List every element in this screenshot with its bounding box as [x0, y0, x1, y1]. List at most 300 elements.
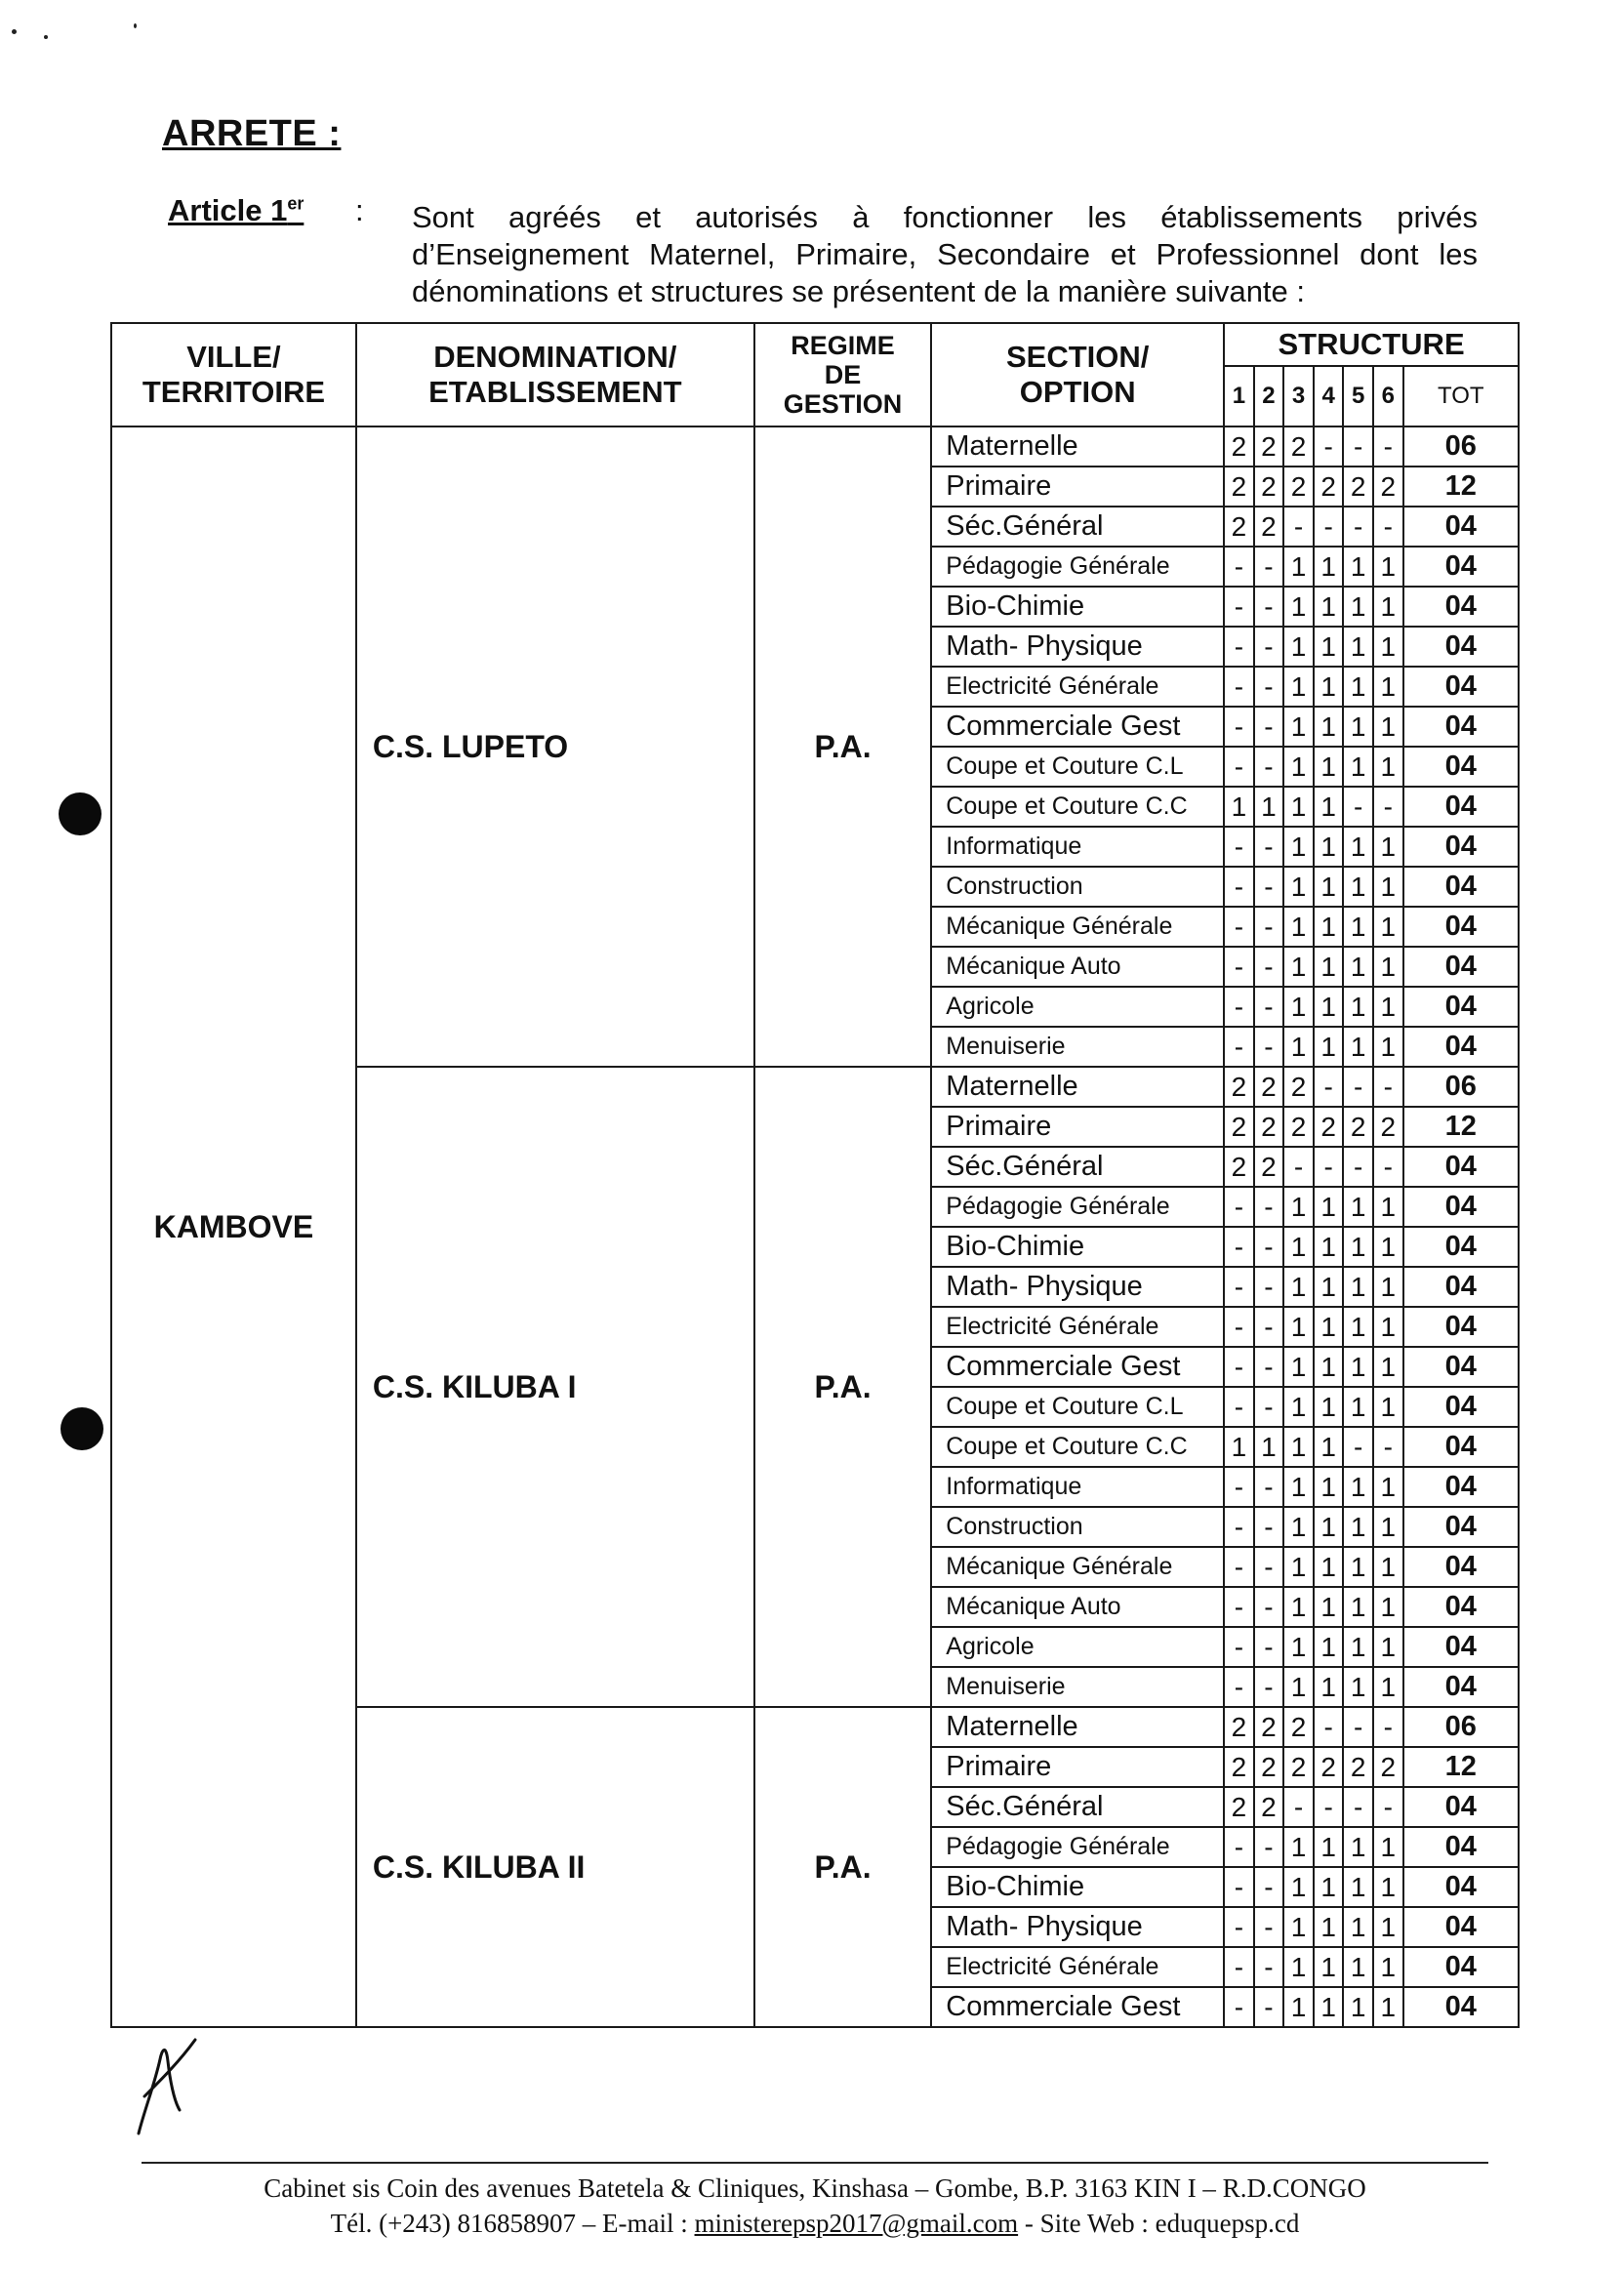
- total-count: 04: [1403, 707, 1519, 747]
- level-5-count: -: [1343, 1067, 1373, 1107]
- header-level-4: 4: [1314, 366, 1344, 426]
- level-2-count: -: [1254, 1947, 1284, 1987]
- total-count: 04: [1403, 1547, 1519, 1587]
- section-option: Mécanique Générale: [931, 1547, 1224, 1587]
- level-1-count: -: [1224, 707, 1254, 747]
- level-4-count: -: [1314, 1147, 1344, 1187]
- level-3-count: -: [1283, 1787, 1314, 1827]
- section-option: Pédagogie Générale: [931, 1827, 1224, 1867]
- level-3-count: 1: [1283, 907, 1314, 947]
- level-1-count: -: [1224, 1587, 1254, 1627]
- section-option: Coupe et Couture C.L: [931, 747, 1224, 787]
- level-1-count: -: [1224, 1867, 1254, 1907]
- header-denomination-line1: DENOMINATION/: [433, 340, 677, 374]
- level-2-count: 2: [1254, 1067, 1284, 1107]
- section-option: Coupe et Couture C.C: [931, 787, 1224, 827]
- level-5-count: 1: [1343, 1507, 1373, 1547]
- header-ville: [111, 323, 356, 426]
- header-section: [931, 323, 1224, 426]
- level-3-count: 1: [1283, 1667, 1314, 1707]
- level-4-count: 1: [1314, 1227, 1344, 1267]
- level-4-count: 1: [1314, 1267, 1344, 1307]
- total-count: 04: [1403, 1587, 1519, 1627]
- level-4-count: 1: [1314, 1987, 1344, 2027]
- level-3-count: 1: [1283, 987, 1314, 1027]
- level-2-count: -: [1254, 1027, 1284, 1067]
- level-6-count: 1: [1373, 1947, 1403, 1987]
- total-count: 04: [1403, 827, 1519, 867]
- level-6-count: 1: [1373, 1187, 1403, 1227]
- section-option: Séc.Général: [931, 1147, 1224, 1187]
- level-6-count: 1: [1373, 747, 1403, 787]
- level-2-count: -: [1254, 1507, 1284, 1547]
- level-4-count: 1: [1314, 947, 1344, 987]
- level-5-count: -: [1343, 507, 1373, 547]
- level-2-count: 1: [1254, 1427, 1284, 1467]
- level-3-count: 1: [1283, 1827, 1314, 1867]
- level-3-count: 1: [1283, 587, 1314, 627]
- level-4-count: -: [1314, 1787, 1344, 1827]
- level-5-count: 1: [1343, 1027, 1373, 1067]
- section-option: Informatique: [931, 1467, 1224, 1507]
- level-5-count: 2: [1343, 1107, 1373, 1147]
- level-6-count: -: [1373, 787, 1403, 827]
- level-4-count: 2: [1314, 1107, 1344, 1147]
- level-2-count: -: [1254, 1907, 1284, 1947]
- header-level-5: 5: [1343, 366, 1373, 426]
- level-3-count: 2: [1283, 426, 1314, 467]
- total-count: 04: [1403, 1467, 1519, 1507]
- level-1-count: -: [1224, 1347, 1254, 1387]
- level-3-count: 1: [1283, 1347, 1314, 1387]
- level-1-count: -: [1224, 1027, 1254, 1067]
- level-1-count: -: [1224, 627, 1254, 667]
- level-3-count: 1: [1283, 1187, 1314, 1227]
- level-6-count: 1: [1373, 1307, 1403, 1347]
- etablissement-name: C.S. KILUBA I: [356, 1067, 754, 1707]
- footer: [142, 2171, 1488, 2241]
- section-option: Séc.Général: [931, 507, 1224, 547]
- regime-cell: P.A.: [754, 1067, 932, 1707]
- level-3-count: 1: [1283, 787, 1314, 827]
- level-3-count: 1: [1283, 1947, 1314, 1987]
- level-1-count: -: [1224, 907, 1254, 947]
- level-4-count: 1: [1314, 827, 1344, 867]
- section-option: Séc.Général: [931, 1787, 1224, 1827]
- punch-hole: [59, 792, 102, 835]
- level-1-count: -: [1224, 1827, 1254, 1867]
- level-5-count: 1: [1343, 867, 1373, 907]
- level-1-count: -: [1224, 547, 1254, 587]
- total-count: 04: [1403, 587, 1519, 627]
- level-2-count: -: [1254, 1867, 1284, 1907]
- total-count: 04: [1403, 667, 1519, 707]
- header-level-2: 2: [1254, 366, 1284, 426]
- total-count: 04: [1403, 1427, 1519, 1467]
- level-3-count: 1: [1283, 707, 1314, 747]
- level-4-count: -: [1314, 507, 1344, 547]
- table-row: [111, 426, 1519, 467]
- level-3-count: 1: [1283, 547, 1314, 587]
- level-1-count: 2: [1224, 1107, 1254, 1147]
- section-option: Pédagogie Générale: [931, 1187, 1224, 1227]
- article-colon: :: [355, 193, 364, 227]
- header-ville-line1: VILLE/: [186, 340, 281, 374]
- footer-email-link[interactable]: ministerepsp2017@gmail.com: [694, 2209, 1019, 2238]
- total-count: 04: [1403, 1187, 1519, 1227]
- level-5-count: 1: [1343, 1387, 1373, 1427]
- level-6-count: 1: [1373, 627, 1403, 667]
- section-option: Mécanique Auto: [931, 1587, 1224, 1627]
- level-2-count: -: [1254, 1267, 1284, 1307]
- level-2-count: -: [1254, 1387, 1284, 1427]
- level-2-count: -: [1254, 667, 1284, 707]
- level-6-count: 1: [1373, 1027, 1403, 1067]
- section-option: Electricité Générale: [931, 667, 1224, 707]
- section-option: Electricité Générale: [931, 1307, 1224, 1347]
- level-2-count: -: [1254, 627, 1284, 667]
- level-2-count: -: [1254, 827, 1284, 867]
- level-3-count: 1: [1283, 827, 1314, 867]
- level-5-count: 1: [1343, 907, 1373, 947]
- level-3-count: 1: [1283, 1547, 1314, 1587]
- article-text: Sont agréés et autorisés à fonctionner les établissements privés d’Enseignement Maternel, Primaire, Secondaire et Professionnel dont les dénominations et structures se présentent de la manière suivante :: [412, 200, 1478, 308]
- level-6-count: -: [1373, 1787, 1403, 1827]
- level-3-count: -: [1283, 1147, 1314, 1187]
- total-count: 04: [1403, 507, 1519, 547]
- section-option: Mécanique Auto: [931, 947, 1224, 987]
- total-count: 04: [1403, 1267, 1519, 1307]
- total-count: 04: [1403, 867, 1519, 907]
- level-4-count: -: [1314, 1707, 1344, 1747]
- level-3-count: 1: [1283, 867, 1314, 907]
- level-4-count: 1: [1314, 1427, 1344, 1467]
- level-5-count: 1: [1343, 627, 1373, 667]
- section-option: Commerciale Gest: [931, 1987, 1224, 2027]
- level-2-count: 2: [1254, 1107, 1284, 1147]
- level-1-count: 2: [1224, 426, 1254, 467]
- section-option: Maternelle: [931, 426, 1224, 467]
- section-option: Bio-Chimie: [931, 1227, 1224, 1267]
- total-count: 12: [1403, 1747, 1519, 1787]
- level-5-count: 1: [1343, 1987, 1373, 2027]
- level-2-count: -: [1254, 1187, 1284, 1227]
- level-1-count: -: [1224, 1907, 1254, 1947]
- level-2-count: -: [1254, 1827, 1284, 1867]
- level-1-count: 1: [1224, 1427, 1254, 1467]
- table-body: [111, 426, 1519, 2027]
- total-count: 12: [1403, 467, 1519, 507]
- level-6-count: -: [1373, 1067, 1403, 1107]
- section-option: Mécanique Générale: [931, 907, 1224, 947]
- article-label-text: Article 1: [168, 193, 288, 227]
- level-5-count: 1: [1343, 1307, 1373, 1347]
- level-1-count: 2: [1224, 1067, 1254, 1107]
- level-2-count: -: [1254, 707, 1284, 747]
- level-4-count: 1: [1314, 987, 1344, 1027]
- total-count: 04: [1403, 1387, 1519, 1427]
- level-6-count: 1: [1373, 547, 1403, 587]
- section-option: Bio-Chimie: [931, 587, 1224, 627]
- level-1-count: -: [1224, 587, 1254, 627]
- level-4-count: 2: [1314, 467, 1344, 507]
- total-count: 04: [1403, 1027, 1519, 1067]
- total-count: 04: [1403, 747, 1519, 787]
- level-6-count: -: [1373, 426, 1403, 467]
- level-5-count: -: [1343, 1147, 1373, 1187]
- level-2-count: -: [1254, 1347, 1284, 1387]
- level-4-count: 1: [1314, 1027, 1344, 1067]
- level-1-count: 2: [1224, 1147, 1254, 1187]
- section-option: Math- Physique: [931, 627, 1224, 667]
- level-4-count: -: [1314, 426, 1344, 467]
- level-6-count: 2: [1373, 1747, 1403, 1787]
- level-1-count: 1: [1224, 787, 1254, 827]
- section-option: Construction: [931, 1507, 1224, 1547]
- total-count: 06: [1403, 426, 1519, 467]
- section-option: Coupe et Couture C.C: [931, 1427, 1224, 1467]
- level-2-count: -: [1254, 1587, 1284, 1627]
- level-4-count: 1: [1314, 547, 1344, 587]
- section-option: Informatique: [931, 827, 1224, 867]
- level-5-count: 1: [1343, 1907, 1373, 1947]
- total-count: 04: [1403, 1667, 1519, 1707]
- level-4-count: 1: [1314, 1667, 1344, 1707]
- level-1-count: -: [1224, 947, 1254, 987]
- section-option: Primaire: [931, 467, 1224, 507]
- level-6-count: 1: [1373, 827, 1403, 867]
- level-1-count: -: [1224, 1667, 1254, 1707]
- level-1-count: -: [1224, 667, 1254, 707]
- level-1-count: -: [1224, 1267, 1254, 1307]
- level-2-count: -: [1254, 1307, 1284, 1347]
- level-4-count: 1: [1314, 1587, 1344, 1627]
- section-option: Primaire: [931, 1107, 1224, 1147]
- level-2-count: 2: [1254, 1747, 1284, 1787]
- section-option: Math- Physique: [931, 1267, 1224, 1307]
- level-5-count: 1: [1343, 1587, 1373, 1627]
- section-option: Bio-Chimie: [931, 1867, 1224, 1907]
- level-4-count: 1: [1314, 1307, 1344, 1347]
- level-6-count: 1: [1373, 707, 1403, 747]
- level-3-count: 1: [1283, 1267, 1314, 1307]
- total-count: 04: [1403, 1347, 1519, 1387]
- level-5-count: 1: [1343, 707, 1373, 747]
- level-5-count: 1: [1343, 947, 1373, 987]
- level-2-count: -: [1254, 987, 1284, 1027]
- level-5-count: -: [1343, 1427, 1373, 1467]
- total-count: 04: [1403, 1987, 1519, 2027]
- section-option: Maternelle: [931, 1067, 1224, 1107]
- section-option: Maternelle: [931, 1707, 1224, 1747]
- section-option: Electricité Générale: [931, 1947, 1224, 1987]
- level-3-count: 1: [1283, 1467, 1314, 1507]
- level-5-count: 1: [1343, 667, 1373, 707]
- etablissement-name: C.S. LUPETO: [356, 426, 754, 1067]
- level-1-count: 2: [1224, 1787, 1254, 1827]
- total-count: 04: [1403, 1827, 1519, 1867]
- section-option: Commerciale Gest: [931, 1347, 1224, 1387]
- level-4-count: 1: [1314, 1507, 1344, 1547]
- level-6-count: 1: [1373, 1227, 1403, 1267]
- level-4-count: 1: [1314, 1867, 1344, 1907]
- level-4-count: 1: [1314, 587, 1344, 627]
- total-count: 06: [1403, 1067, 1519, 1107]
- level-6-count: 2: [1373, 1107, 1403, 1147]
- level-5-count: 1: [1343, 1267, 1373, 1307]
- total-count: 04: [1403, 1907, 1519, 1947]
- heading: ARRETE :: [162, 113, 342, 154]
- header-level-1: 1: [1224, 366, 1254, 426]
- level-1-count: -: [1224, 1507, 1254, 1547]
- section-option: Pédagogie Générale: [931, 547, 1224, 587]
- level-6-count: 1: [1373, 867, 1403, 907]
- level-5-count: 1: [1343, 1227, 1373, 1267]
- level-1-count: -: [1224, 1307, 1254, 1347]
- total-count: 04: [1403, 627, 1519, 667]
- level-6-count: 1: [1373, 1347, 1403, 1387]
- footer-address: Cabinet sis Coin des avenues Batetela & Cliniques, Kinshasa – Gombe, B.P. 3163 KIN I – R.D.CONGO: [264, 2173, 1366, 2203]
- total-count: 04: [1403, 1947, 1519, 1987]
- level-5-count: 1: [1343, 547, 1373, 587]
- level-5-count: 2: [1343, 1747, 1373, 1787]
- section-option: Commerciale Gest: [931, 707, 1224, 747]
- level-1-count: 2: [1224, 1707, 1254, 1747]
- level-2-count: 2: [1254, 1707, 1284, 1747]
- scan-speck: [44, 35, 48, 39]
- total-count: 04: [1403, 947, 1519, 987]
- total-count: 04: [1403, 1227, 1519, 1267]
- section-option: Menuiserie: [931, 1027, 1224, 1067]
- level-1-count: 2: [1224, 467, 1254, 507]
- level-4-count: 1: [1314, 1627, 1344, 1667]
- section-option: Agricole: [931, 1627, 1224, 1667]
- total-count: 06: [1403, 1707, 1519, 1747]
- level-6-count: 1: [1373, 1507, 1403, 1547]
- total-count: 04: [1403, 1307, 1519, 1347]
- level-2-count: 2: [1254, 1787, 1284, 1827]
- level-6-count: 1: [1373, 1867, 1403, 1907]
- header-regime-line2: DE: [824, 360, 862, 389]
- etablissement-name: C.S. KILUBA II: [356, 1707, 754, 2027]
- level-3-count: 2: [1283, 1107, 1314, 1147]
- footer-contact: [142, 2206, 1488, 2241]
- level-3-count: 1: [1283, 1387, 1314, 1427]
- level-1-count: -: [1224, 1547, 1254, 1587]
- level-2-count: -: [1254, 547, 1284, 587]
- level-4-count: 1: [1314, 1387, 1344, 1427]
- level-5-count: 1: [1343, 827, 1373, 867]
- establishments-table: [110, 322, 1520, 2028]
- level-6-count: 1: [1373, 947, 1403, 987]
- punch-hole: [61, 1407, 103, 1450]
- level-4-count: 1: [1314, 1547, 1344, 1587]
- header-ville-line2: TERRITOIRE: [142, 375, 326, 409]
- level-2-count: -: [1254, 1467, 1284, 1507]
- level-3-count: 1: [1283, 947, 1314, 987]
- level-1-count: -: [1224, 867, 1254, 907]
- level-6-count: 1: [1373, 1387, 1403, 1427]
- ville-cell: KAMBOVE: [111, 426, 356, 2027]
- level-6-count: 1: [1373, 1547, 1403, 1587]
- level-2-count: -: [1254, 1227, 1284, 1267]
- level-3-count: 1: [1283, 1987, 1314, 2027]
- level-6-count: 2: [1373, 467, 1403, 507]
- level-6-count: 1: [1373, 987, 1403, 1027]
- total-count: 04: [1403, 787, 1519, 827]
- level-5-count: -: [1343, 1787, 1373, 1827]
- level-6-count: -: [1373, 1147, 1403, 1187]
- header-denomination: [356, 323, 754, 426]
- level-3-count: 1: [1283, 1587, 1314, 1627]
- level-5-count: -: [1343, 787, 1373, 827]
- level-6-count: 1: [1373, 1907, 1403, 1947]
- level-5-count: 1: [1343, 1947, 1373, 1987]
- level-6-count: 1: [1373, 1667, 1403, 1707]
- level-4-count: 1: [1314, 1467, 1344, 1507]
- level-3-count: 1: [1283, 627, 1314, 667]
- level-5-count: -: [1343, 1707, 1373, 1747]
- level-1-count: -: [1224, 1947, 1254, 1987]
- level-2-count: -: [1254, 747, 1284, 787]
- level-6-count: 1: [1373, 667, 1403, 707]
- level-2-count: 2: [1254, 467, 1284, 507]
- level-6-count: 1: [1373, 907, 1403, 947]
- level-1-count: -: [1224, 1627, 1254, 1667]
- level-3-count: 1: [1283, 1027, 1314, 1067]
- header-regime-line1: REGIME: [791, 331, 895, 360]
- level-6-count: 1: [1373, 1587, 1403, 1627]
- level-4-count: 1: [1314, 747, 1344, 787]
- section-option: Menuiserie: [931, 1667, 1224, 1707]
- section-option: Primaire: [931, 1747, 1224, 1787]
- header-section-line2: OPTION: [1019, 375, 1136, 409]
- level-5-count: 1: [1343, 1627, 1373, 1667]
- level-2-count: 2: [1254, 507, 1284, 547]
- article-label: [168, 193, 304, 228]
- level-2-count: -: [1254, 1547, 1284, 1587]
- level-3-count: 1: [1283, 1227, 1314, 1267]
- level-2-count: -: [1254, 907, 1284, 947]
- level-1-count: -: [1224, 747, 1254, 787]
- level-3-count: -: [1283, 507, 1314, 547]
- level-5-count: 1: [1343, 1667, 1373, 1707]
- section-option: Agricole: [931, 987, 1224, 1027]
- level-3-count: 1: [1283, 1907, 1314, 1947]
- section-option: Coupe et Couture C.L: [931, 1387, 1224, 1427]
- level-4-count: -: [1314, 1067, 1344, 1107]
- level-1-count: 2: [1224, 507, 1254, 547]
- level-3-count: 1: [1283, 1307, 1314, 1347]
- footer-phone: Tél. (+243) 816858907 – E-mail :: [330, 2209, 695, 2238]
- level-2-count: -: [1254, 1987, 1284, 2027]
- regime-cell: P.A.: [754, 1707, 932, 2027]
- level-6-count: 1: [1373, 1987, 1403, 2027]
- level-4-count: 1: [1314, 787, 1344, 827]
- level-2-count: -: [1254, 587, 1284, 627]
- level-5-count: 1: [1343, 1347, 1373, 1387]
- level-3-count: 1: [1283, 1627, 1314, 1667]
- level-4-count: 1: [1314, 1347, 1344, 1387]
- level-3-count: 2: [1283, 467, 1314, 507]
- header-denomination-line2: ETABLISSEMENT: [428, 375, 682, 409]
- level-3-count: 1: [1283, 1427, 1314, 1467]
- level-1-count: -: [1224, 1387, 1254, 1427]
- header-level-3: 3: [1283, 366, 1314, 426]
- total-count: 04: [1403, 1867, 1519, 1907]
- level-3-count: 1: [1283, 747, 1314, 787]
- level-6-count: 1: [1373, 1267, 1403, 1307]
